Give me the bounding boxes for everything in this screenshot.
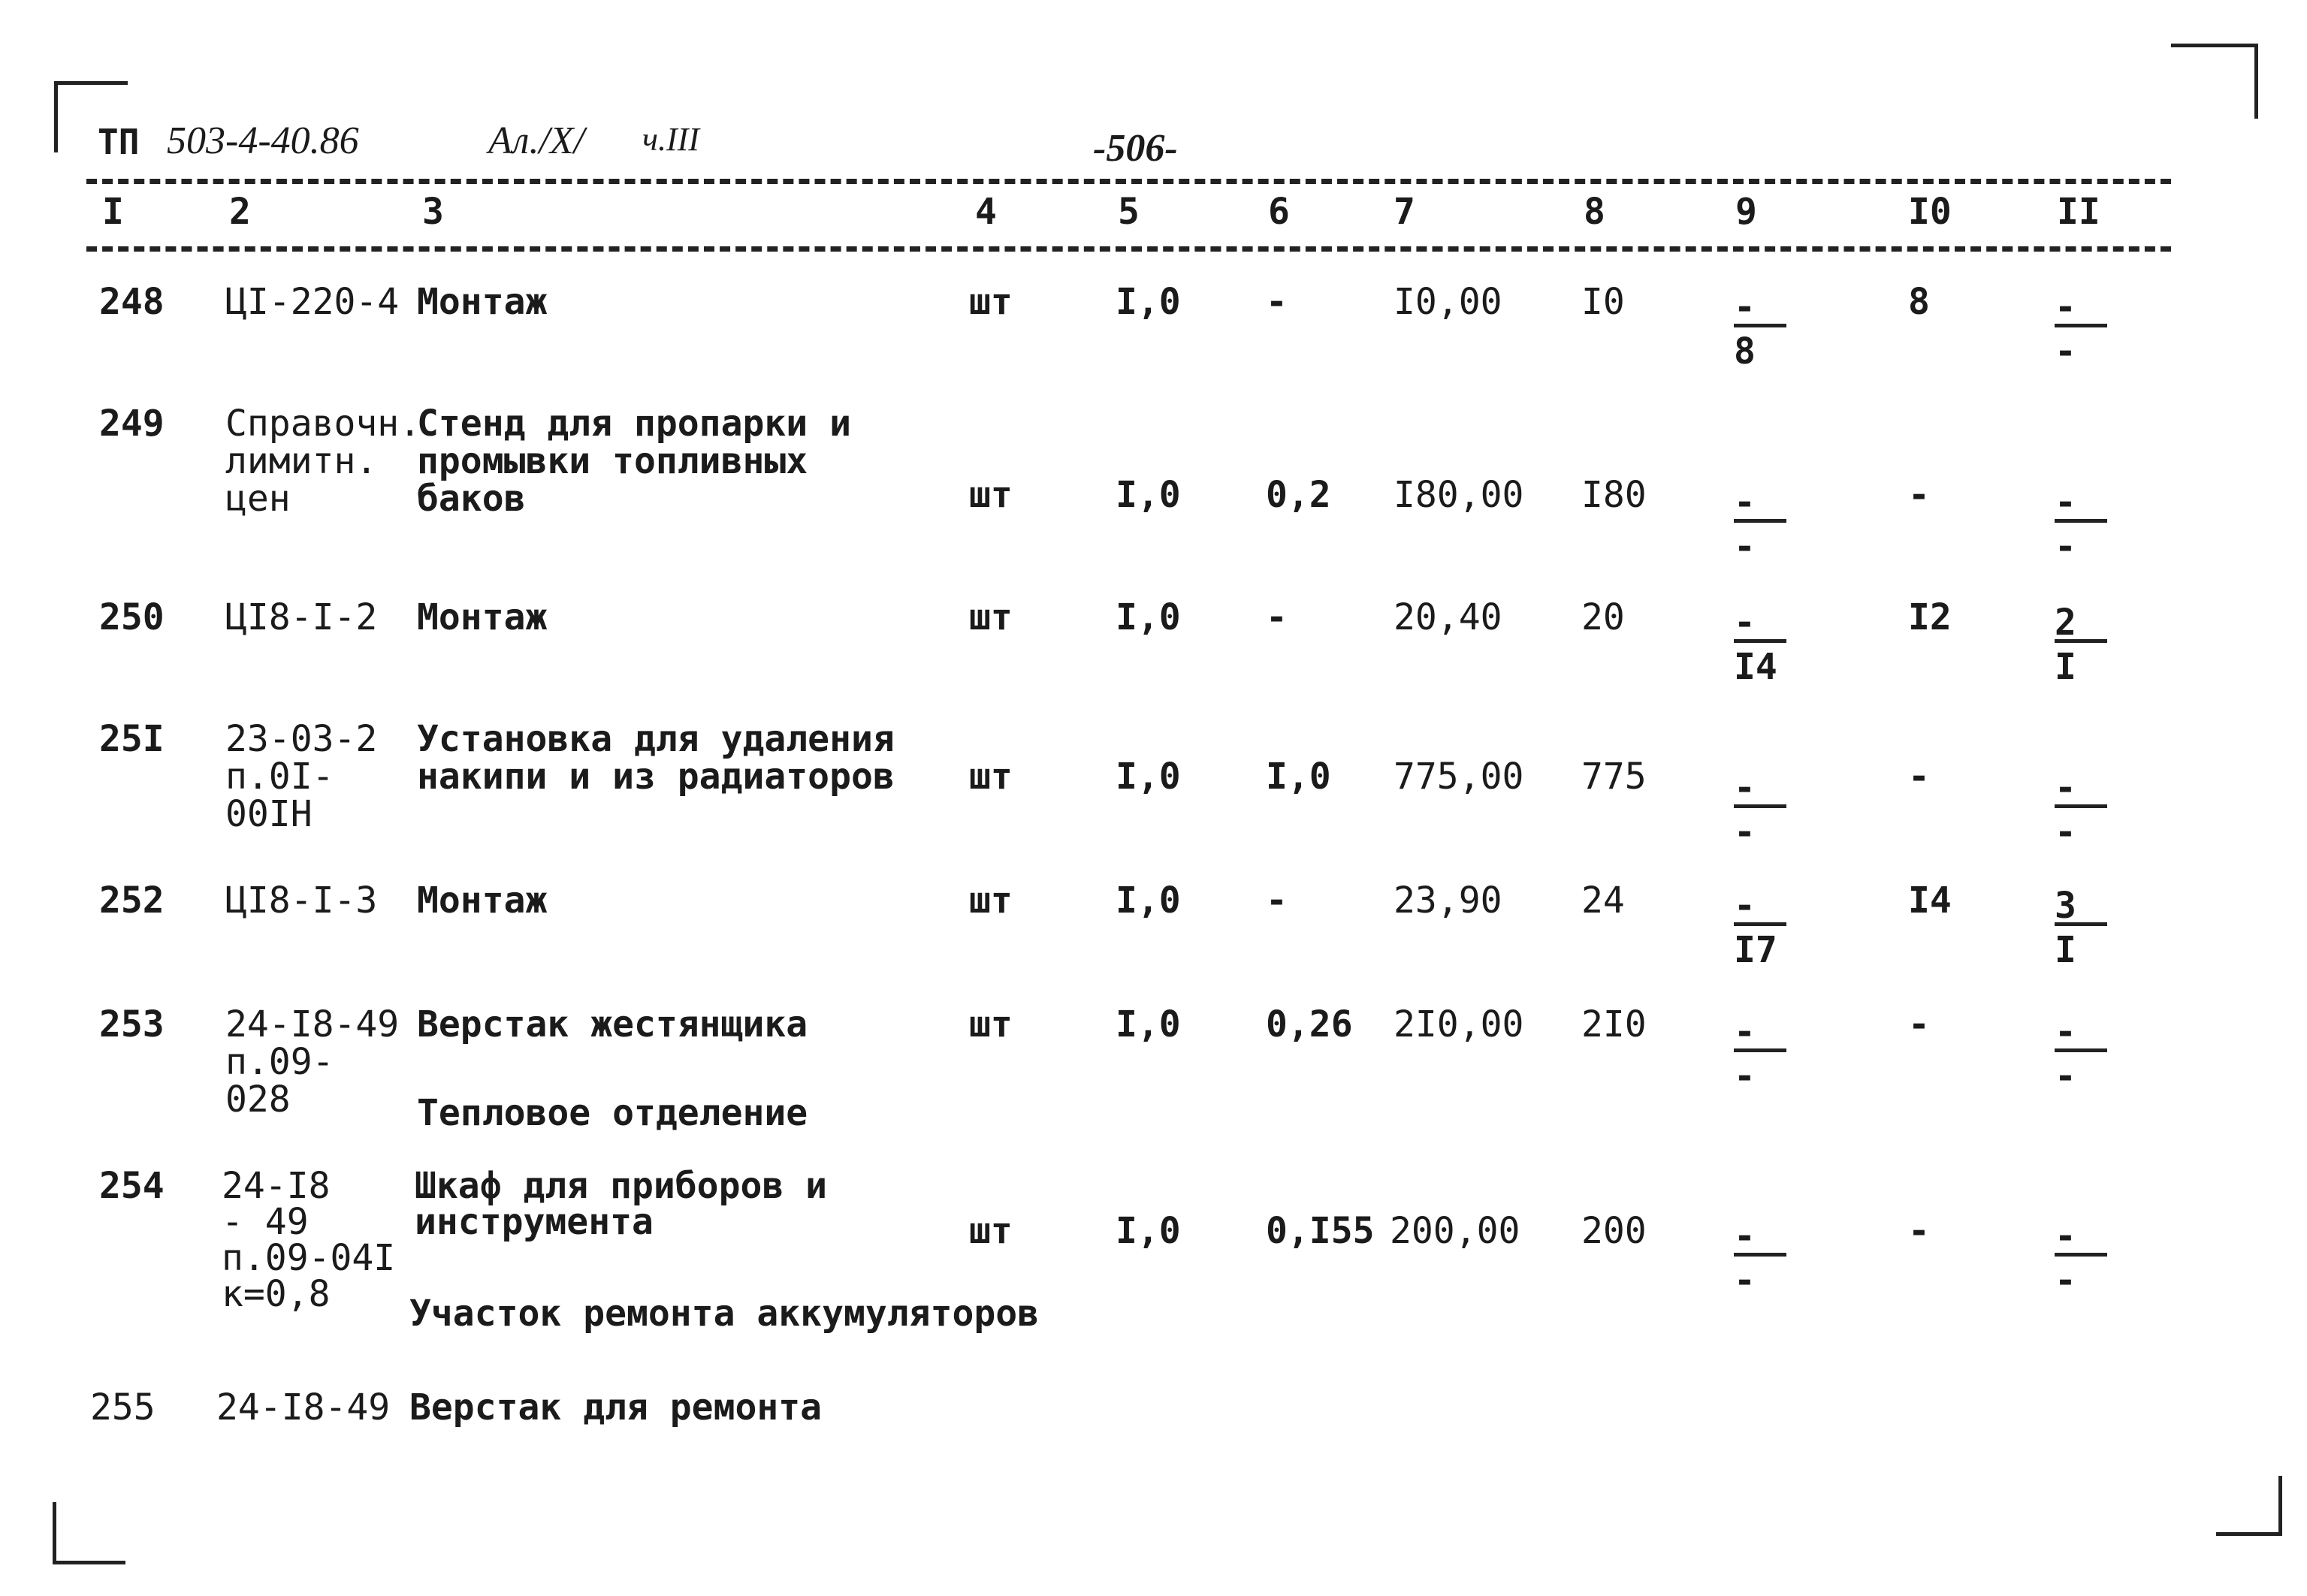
row-249-name-line-3: баков [417,478,526,520]
row-249-col9 [1734,481,1786,568]
row-251-col9 [1734,767,1786,853]
row-250-reference: ЦI8-I-2 [225,596,378,638]
row-253-col9-bottom: - [1734,1055,1756,1097]
row-253-section-heading: Тепловое отделение [417,1092,808,1134]
row-251-name-line-2: накипи и из радиаторов [417,756,895,798]
row-250-col11 [2055,602,2107,688]
row-249-col11-top: - [2055,481,2076,523]
row-253-number: 253 [99,1003,165,1045]
row-254-name-line-1: Шкаф для приборов и [415,1165,828,1207]
row-254-col9-top: - [1734,1215,1756,1257]
row-248-name: Монтаж [417,281,548,323]
header-part: ч.III [642,121,699,158]
row-249-weight: 0,2 [1266,474,1331,516]
row-252-price: 23,90 [1394,879,1502,922]
corner-mark-top-left [54,81,128,85]
row-251-col9-bottom: - [1734,811,1756,853]
column-header-6: 6 [1268,191,1290,233]
row-249-total: I80 [1581,474,1647,516]
row-250-weight: - [1266,596,1288,638]
row-251-col10: - [1908,756,1930,798]
row-254-unit: шт [969,1210,1013,1252]
row-253-name: Верстак жестянщика [417,1003,808,1045]
corner-mark-top-left-vertical [54,81,58,152]
row-252-col11 [2055,885,2107,971]
header-divider-bottom [86,246,2171,252]
row-251-reference-line-1: 23-03-2 [225,718,378,760]
row-248-number: 248 [99,281,165,323]
row-249-quantity: I,0 [1116,474,1181,516]
row-252-col9 [1734,885,1786,971]
row-249-col11 [2055,481,2107,568]
row-250-col11-top: 2 [2055,602,2076,644]
row-249-name-line-1: Стенд для пропарки и [417,403,851,445]
column-header-7: 7 [1394,191,1415,233]
row-252-col11-top: 3 [2055,885,2076,927]
row-250-total: 20 [1581,596,1625,638]
row-253-col9 [1734,1011,1786,1097]
row-253-reference-line-3: 028 [225,1079,291,1121]
row-254-name-line-2: инструмента [415,1201,654,1243]
row-252-reference: ЦI8-I-3 [225,879,378,922]
row-250-number: 250 [99,596,165,638]
row-251-reference-line-2: п.0I- [225,756,334,798]
row-253-col11-top: - [2055,1011,2076,1053]
row-254-total: 200 [1581,1210,1647,1252]
row-254-reference-line-1: 24-I8 [222,1165,331,1207]
column-header-10: I0 [1908,191,1952,233]
row-254-col9-bottom: - [1734,1260,1756,1302]
row-252-col9-top: - [1734,885,1756,927]
row-250-quantity: I,0 [1116,596,1181,638]
row-248-col11 [2055,286,2107,373]
row-251-number: 25I [99,718,165,760]
row-250-price: 20,40 [1394,596,1502,638]
row-248-col10: 8 [1908,281,1930,323]
row-248-reference: ЦI-220-4 [225,281,400,323]
row-249-col9-top: - [1734,481,1756,523]
row-255-number: 255 [90,1386,156,1429]
row-252-name: Монтаж [417,879,548,922]
row-252-number: 252 [99,879,165,922]
row-248-total: I0 [1581,281,1625,323]
row-253-total: 2I0 [1581,1003,1647,1045]
row-252-col9-bottom: I7 [1734,929,1777,971]
row-250-unit: шт [969,596,1013,638]
row-249-name-line-2: промывки топливных [417,440,808,482]
row-251-name-line-1: Установка для удаления [417,718,895,760]
row-248-unit: шт [969,281,1013,323]
row-253-col10: - [1908,1003,1930,1045]
row-248-col11-top: - [2055,286,2076,328]
row-251-quantity: I,0 [1116,756,1181,798]
row-254-col11 [2055,1215,2107,1302]
row-253-col11 [2055,1011,2107,1097]
row-251-weight: I,0 [1266,756,1331,798]
row-254-col11-top: - [2055,1215,2076,1257]
corner-mark-top-right-vertical [2254,44,2258,119]
column-header-5: 5 [1118,191,1140,233]
corner-mark-bottom-left-horizontal [53,1561,125,1564]
column-header-3: 3 [422,191,444,233]
row-250-col11-bottom: I [2055,646,2076,688]
row-254-col11-bottom: - [2055,1260,2076,1302]
row-251-col11 [2055,767,2107,853]
row-249-reference-line-3: цен [225,478,291,520]
row-254-weight: 0,I55 [1266,1210,1375,1252]
corner-mark-bottom-left [53,1502,56,1564]
row-249-col10: - [1908,474,1930,516]
row-253-col9-top: - [1734,1011,1756,1053]
row-248-col11-bottom: - [2055,330,2076,373]
row-249-number: 249 [99,403,165,445]
row-253-reference-line-2: п.09- [225,1041,334,1083]
row-253-unit: шт [969,1003,1013,1045]
column-header-11: II [2057,191,2100,233]
row-252-col11-bottom: I [2055,929,2076,971]
row-253-weight: 0,26 [1266,1003,1353,1045]
header-code: 503-4-40.86 [167,119,359,162]
row-254-quantity: I,0 [1116,1210,1181,1252]
row-254-section-heading: Участок ремонта аккумуляторов [409,1293,1040,1335]
row-255-name: Верстак для ремонта [409,1386,823,1429]
page-number: -506- [1093,127,1178,170]
row-248-quantity: I,0 [1116,281,1181,323]
row-254-price: 200,00 [1390,1210,1520,1252]
row-251-total: 775 [1581,756,1647,798]
row-248-weight: - [1266,281,1288,323]
row-248-col9-bottom: 8 [1734,330,1756,373]
row-251-reference-line-3: 00IН [225,793,313,835]
header-album: Ал./Х/ [488,119,585,162]
row-254-col10: - [1908,1210,1930,1252]
column-header-9: 9 [1735,191,1757,233]
column-header-1: I [102,191,124,233]
row-251-col11-bottom: - [2055,811,2076,853]
row-252-weight: - [1266,879,1288,922]
row-252-quantity: I,0 [1116,879,1181,922]
row-250-name: Монтаж [417,596,548,638]
row-252-col10: I4 [1908,879,1952,922]
row-248-col9 [1734,286,1786,373]
header-prefix: ТП [98,122,140,162]
column-header-4: 4 [975,191,997,233]
row-253-col11-bottom: - [2055,1055,2076,1097]
row-254-reference-line-2: - 49 [222,1201,309,1243]
row-250-col9-bottom: I4 [1734,646,1777,688]
corner-mark-bottom-right-horizontal [2216,1532,2282,1536]
row-250-col9 [1734,602,1786,688]
header-divider-top [86,179,2171,184]
row-248-col9-top: - [1734,286,1756,328]
row-249-reference-line-2: лимитн. [225,440,378,482]
row-255-reference: 24-I8-49 [216,1386,391,1429]
row-251-col9-top: - [1734,767,1756,809]
row-249-unit: шт [969,474,1013,516]
row-248-price: I0,00 [1394,281,1502,323]
row-254-reference-line-3: п.09-04I [222,1237,396,1279]
column-header-8: 8 [1584,191,1605,233]
row-249-reference-line-1: Справочн. [225,403,421,445]
row-253-price: 2I0,00 [1394,1003,1524,1045]
row-251-price: 775,00 [1394,756,1524,798]
row-250-col10: I2 [1908,596,1952,638]
row-254-reference-line-4: к=0,8 [222,1273,331,1315]
row-249-price: I80,00 [1394,474,1524,516]
column-header-2: 2 [229,191,251,233]
corner-mark-bottom-right [2278,1476,2282,1536]
row-249-col11-bottom: - [2055,526,2076,568]
row-249-col9-bottom: - [1734,526,1756,568]
row-254-col9 [1734,1215,1786,1302]
row-253-reference-line-1: 24-I8-49 [225,1003,400,1045]
row-253-quantity: I,0 [1116,1003,1181,1045]
row-252-unit: шт [969,879,1013,922]
corner-mark-top-right [2171,44,2258,47]
row-251-unit: шт [969,756,1013,798]
row-251-col11-top: - [2055,767,2076,809]
row-250-col9-top: - [1734,602,1756,644]
row-254-number: 254 [99,1165,165,1207]
row-252-total: 24 [1581,879,1625,922]
